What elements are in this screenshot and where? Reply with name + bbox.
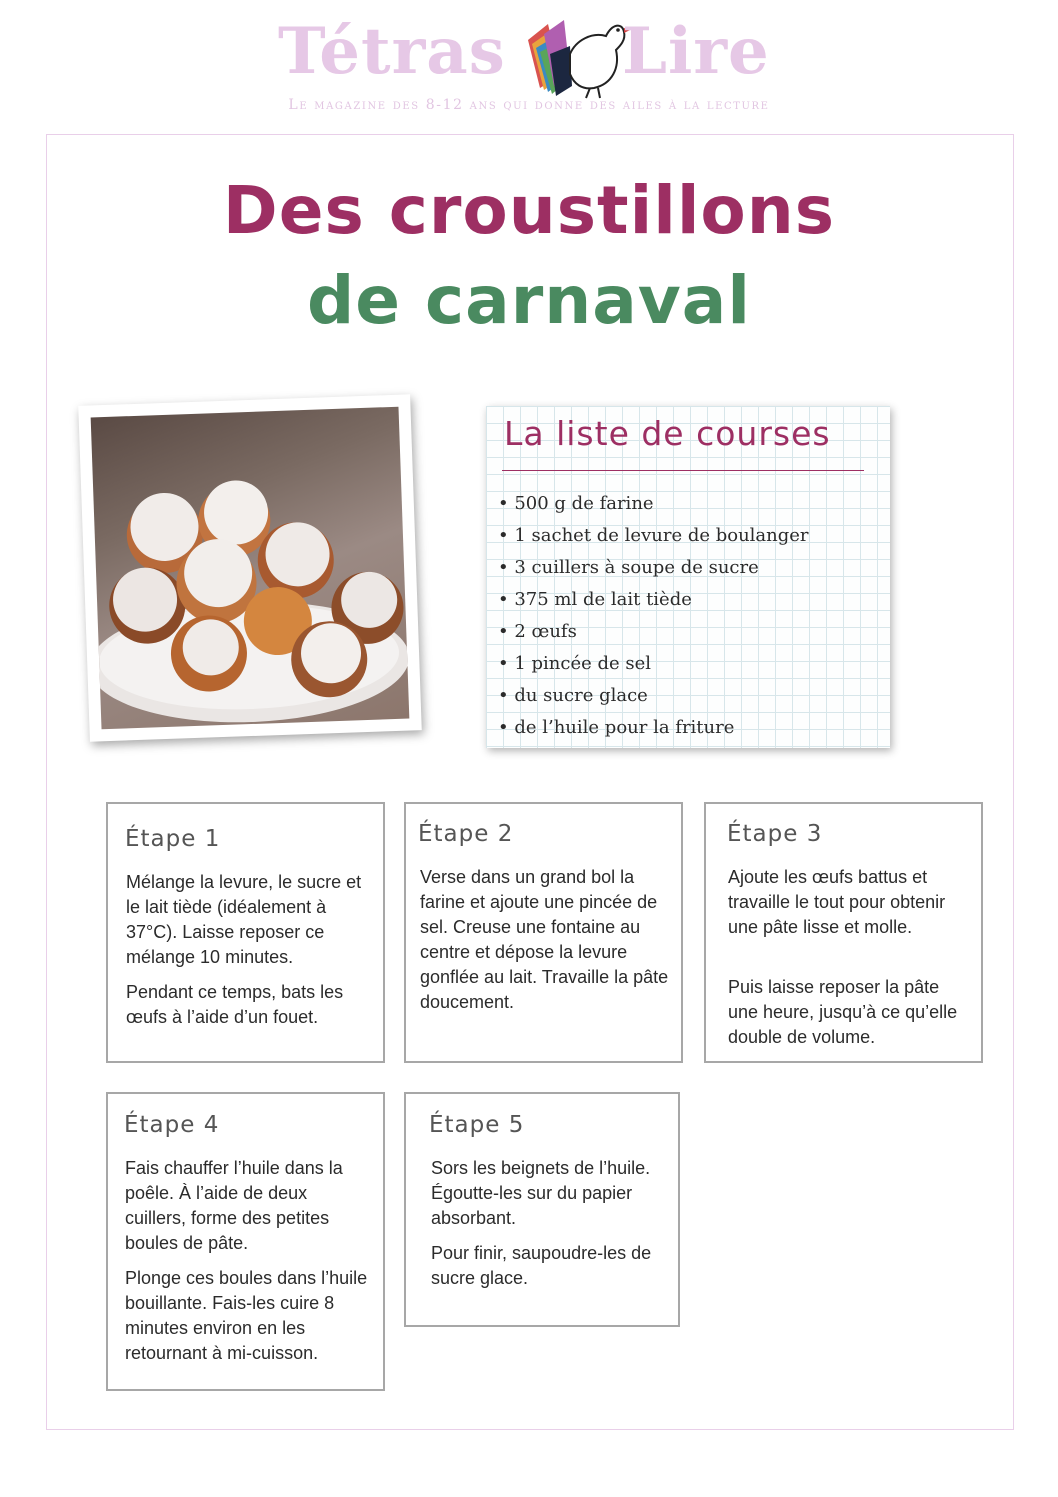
recipe-title-line1: Des croustillons [222, 172, 836, 249]
step-3-text: Ajoute les œufs battus et travaille le tout pour obtenir une pâte lisse et molle. [728, 867, 946, 937]
ingredient-item: • 1 pincée de sel [498, 650, 809, 682]
step-5-text: Sors les beignets de l’huile. Égoutte-les sur du papier absorbant. [431, 1158, 651, 1228]
ingredient-item: • 2 œufs [498, 618, 809, 650]
step-2-text: Verse dans un grand bol la farine et ajoute une pincée de sel. Creuse une fontaine au centre et dépose la levure gonflée au lait. Travaille la pâte doucement. [420, 867, 669, 1012]
croustillons-illustration [91, 407, 410, 730]
ingredient-item: • 375 ml de lait tiède [498, 586, 809, 618]
step-4-text: Fais chauffer l’huile dans la poêle. À l’aide de deux cuillers, forme des petites boules de pâte. [125, 1158, 343, 1253]
shopping-list-divider [502, 470, 864, 471]
step-2-title: Étape 2 [418, 821, 514, 847]
step-5-title: Étape 5 [429, 1112, 525, 1138]
step-5-text-2: Pour finir, saupoudre-les de sucre glace. [431, 1243, 652, 1288]
magazine-tagline: Le magazine des 8-12 ans qui donne des ailes à la lecture [288, 97, 770, 113]
step-1-text: Mélange la levure, le sucre et le lait tiède (idéalement à 37°C). Laisse reposer ce mélange 10 minutes. [126, 872, 362, 967]
recipe-photo [78, 394, 422, 741]
ingredient-item: • 500 g de farine [498, 490, 809, 522]
step-1-title: Étape 1 [125, 826, 221, 852]
step-1-text-2: Pendant ce temps, bats les œufs à l’aide d’un fouet. [126, 982, 344, 1027]
ingredient-item: • 1 sachet de levure de boulanger [498, 522, 809, 554]
ingredient-item: • de l’huile pour la friture [498, 714, 809, 746]
step-3-title: Étape 3 [727, 821, 823, 847]
step-2-box [404, 802, 683, 1063]
step-5-box [404, 1092, 680, 1327]
step-4-box [106, 1092, 385, 1391]
shopping-list-title: La liste de courses [504, 414, 831, 453]
bird-book-logo-icon [520, 14, 630, 100]
magazine-header [0, 0, 1058, 125]
step-3-box [704, 802, 983, 1063]
step-3-text-2: Puis laisse reposer la pâte une heure, jusqu’à ce qu’elle double de volume. [728, 977, 958, 1047]
recipe-title-line2: de carnaval [307, 262, 751, 339]
ingredient-item: • 3 cuillers à soupe de sucre [498, 554, 809, 586]
step-1-box [106, 802, 385, 1063]
logo-text-tetras: Tétras [278, 14, 506, 89]
ingredient-item: • du sucre glace [498, 682, 809, 714]
logo-text-lire: Lire [622, 14, 770, 89]
step-4-text-2: Plonge ces boules dans l’huile bouillante. Fais-les cuire 8 minutes environ en les retournant à mi-cuisson. [125, 1268, 368, 1363]
croustillons-image [91, 407, 410, 730]
ingredient-list [498, 490, 809, 746]
step-4-title: Étape 4 [124, 1112, 220, 1138]
